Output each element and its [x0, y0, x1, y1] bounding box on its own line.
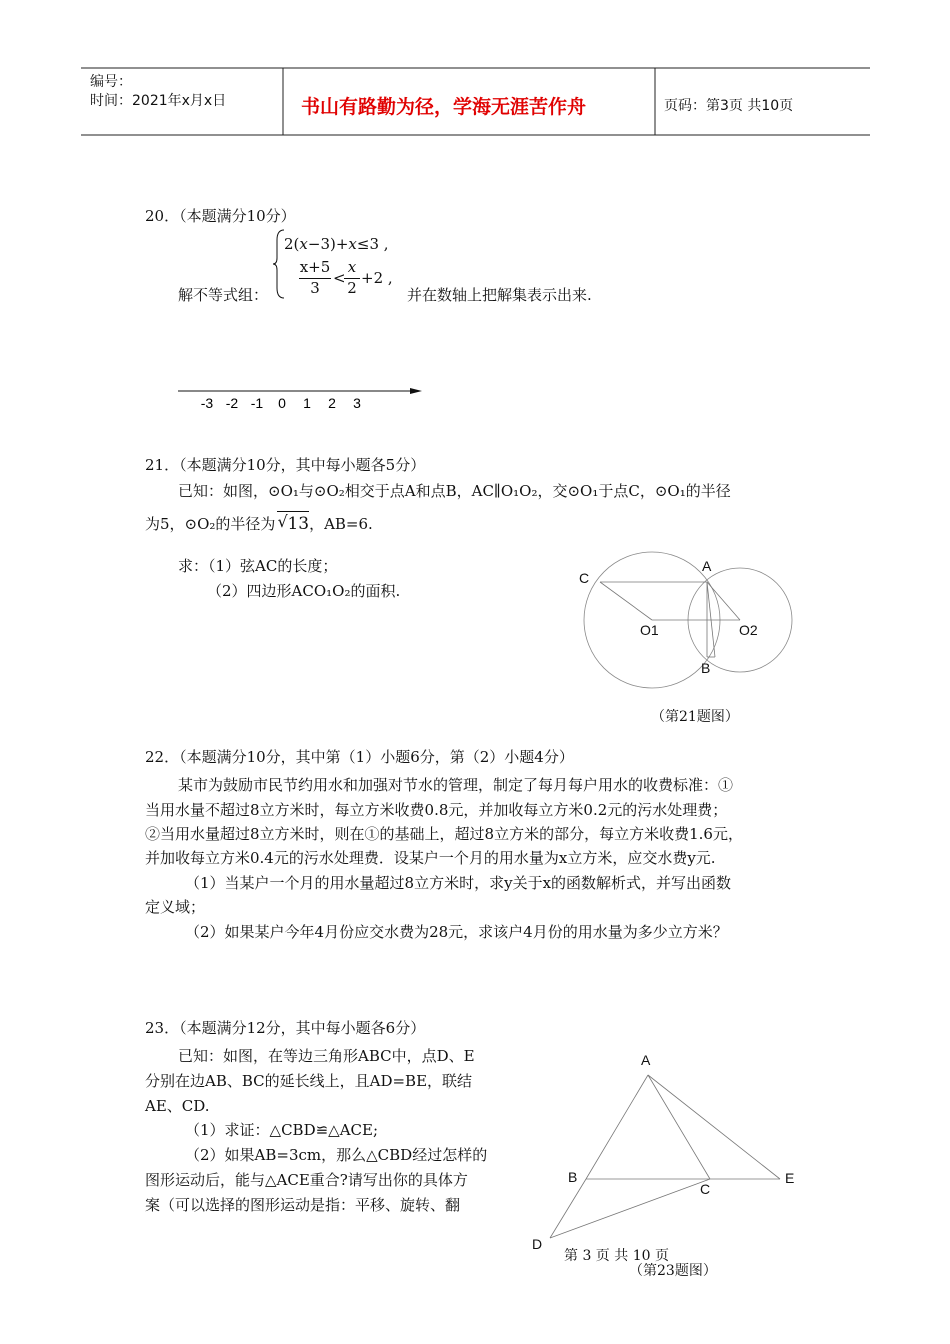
- q20-frac1-num: x+5: [299, 258, 331, 276]
- number-line-tick-label: 0: [278, 395, 286, 411]
- footer-page: 第 3 页 共 10 页: [564, 1248, 669, 1264]
- q20-suffix: 并在数轴上把解集表示出来.: [407, 286, 592, 304]
- q21-title: 21．（本题满分10分，其中每小题各5分）: [145, 456, 426, 474]
- q22-line4: 并加收每立方米0.4元的污水处理费．设某户一个月的用水量为x立方米，应交水费y元.: [145, 849, 716, 867]
- q22-title: 22．（本题满分10分，其中第（1）小题6分，第（2）小题4分）: [145, 748, 574, 766]
- q21-label-c: C: [579, 570, 590, 586]
- q22-line2: 当用水量不超过8立方米时，每立方米收费0.8元，并加收每立方米0.2元的污水处理费；: [145, 801, 728, 819]
- q23-line6: 图形运动后，能与△ACE重合?请写出你的具体方: [145, 1171, 468, 1189]
- q23-label-b: B: [568, 1169, 578, 1185]
- q23-label-e: E: [785, 1170, 795, 1186]
- q23-line4: （1）求证：△CBD≌△ACE;: [185, 1121, 379, 1139]
- q22-line5: （1）当某户一个月的用水量超过8立方米时，求y关于x的函数解析式，并写出函数: [185, 874, 732, 892]
- header-page-info: 页码：第3页 共10页: [664, 98, 794, 114]
- header-motto: 书山有路勤为径，学海无涯苦作舟: [301, 96, 587, 118]
- number-line-tick-label: 3: [353, 395, 361, 411]
- q20-frac2-den: 2: [347, 279, 357, 297]
- q23-figure: [530, 1060, 800, 1250]
- q22-line7: （2）如果某户今年4月份应交水费为28元，求该户4月份的用水量为多少立方米？: [185, 923, 728, 941]
- q23-caption: （第23题图）: [629, 1263, 717, 1279]
- q22-line3: ②当用水量超过8立方米时，则在①的基础上，超过8立方米的部分，每立方米收费1.6元，: [145, 825, 743, 843]
- number-line-arrow: [410, 388, 422, 394]
- q21-label-o1: O1: [640, 622, 659, 638]
- q21-line2: 为5，⊙O₂的半径为 √ 13，AB=6.: [145, 512, 373, 534]
- q22-line6: 定义域；: [145, 898, 206, 916]
- q23-line7: 案（可以选择的图形运动是指：平移、旋转、翻: [145, 1196, 461, 1214]
- header-time: 时间：2021年x月x日: [90, 93, 227, 109]
- q23-line5: （2）如果AB=3cm，那么△CBD经过怎样的: [185, 1146, 488, 1164]
- q20-prompt: 解不等式组：: [178, 286, 269, 304]
- header-number: 编号：: [90, 74, 132, 90]
- q23-line3: AE、CD.: [145, 1097, 210, 1115]
- q23-line1: 已知：如图，在等边三角形ABC中，点D、E: [178, 1047, 475, 1065]
- q20-frac1-den: 3: [310, 279, 320, 297]
- number-line-tick-label: -3: [200, 395, 214, 411]
- q22-line1: 某市为鼓励市民节约用水和加强对节水的管理，制定了每月每户用水的收费标准：①: [178, 776, 734, 794]
- q20-frac2-num: x: [347, 258, 357, 276]
- q23-label-d: D: [532, 1236, 543, 1252]
- q21-figure: [560, 545, 820, 700]
- q21-caption: （第21题图）: [651, 709, 739, 725]
- q23-label-a: A: [641, 1052, 651, 1068]
- q21-label-a: A: [702, 558, 712, 574]
- q21-label-b: B: [701, 660, 711, 676]
- q21-ask2: （2）四边形ACO₁O₂的面积.: [207, 582, 401, 600]
- q20-ineq1: 2(x−3)+x≤3 ,: [284, 235, 389, 253]
- q20-tail: +2 ,: [361, 269, 393, 287]
- q23-line2: 分别在边AB、BC的延长线上，且AD=BE，联结: [145, 1072, 473, 1090]
- number-line-tick-label: 1: [303, 395, 311, 411]
- q21-ask1: 求：（1）弦AC的长度；: [178, 557, 338, 575]
- q21-line1: 已知：如图，⊙O₁与⊙O₂相交于点A和点B，AC∥O₁O₂，交⊙O₁于点C，⊙O₁的半径: [178, 482, 731, 500]
- number-line-tick-label: 2: [328, 395, 336, 411]
- number-line-tick-label: -2: [225, 395, 239, 411]
- q20-lt: <: [333, 269, 346, 287]
- number-line-tick-label: -1: [250, 395, 264, 411]
- q20-title: 20．（本题满分10分）: [145, 207, 296, 225]
- q23-title: 23．（本题满分12分，其中每小题各6分）: [145, 1019, 426, 1037]
- header-frame: [0, 0, 950, 140]
- q23-label-c: C: [700, 1181, 711, 1197]
- number-line: [170, 380, 430, 420]
- q21-label-o2: O2: [739, 622, 758, 638]
